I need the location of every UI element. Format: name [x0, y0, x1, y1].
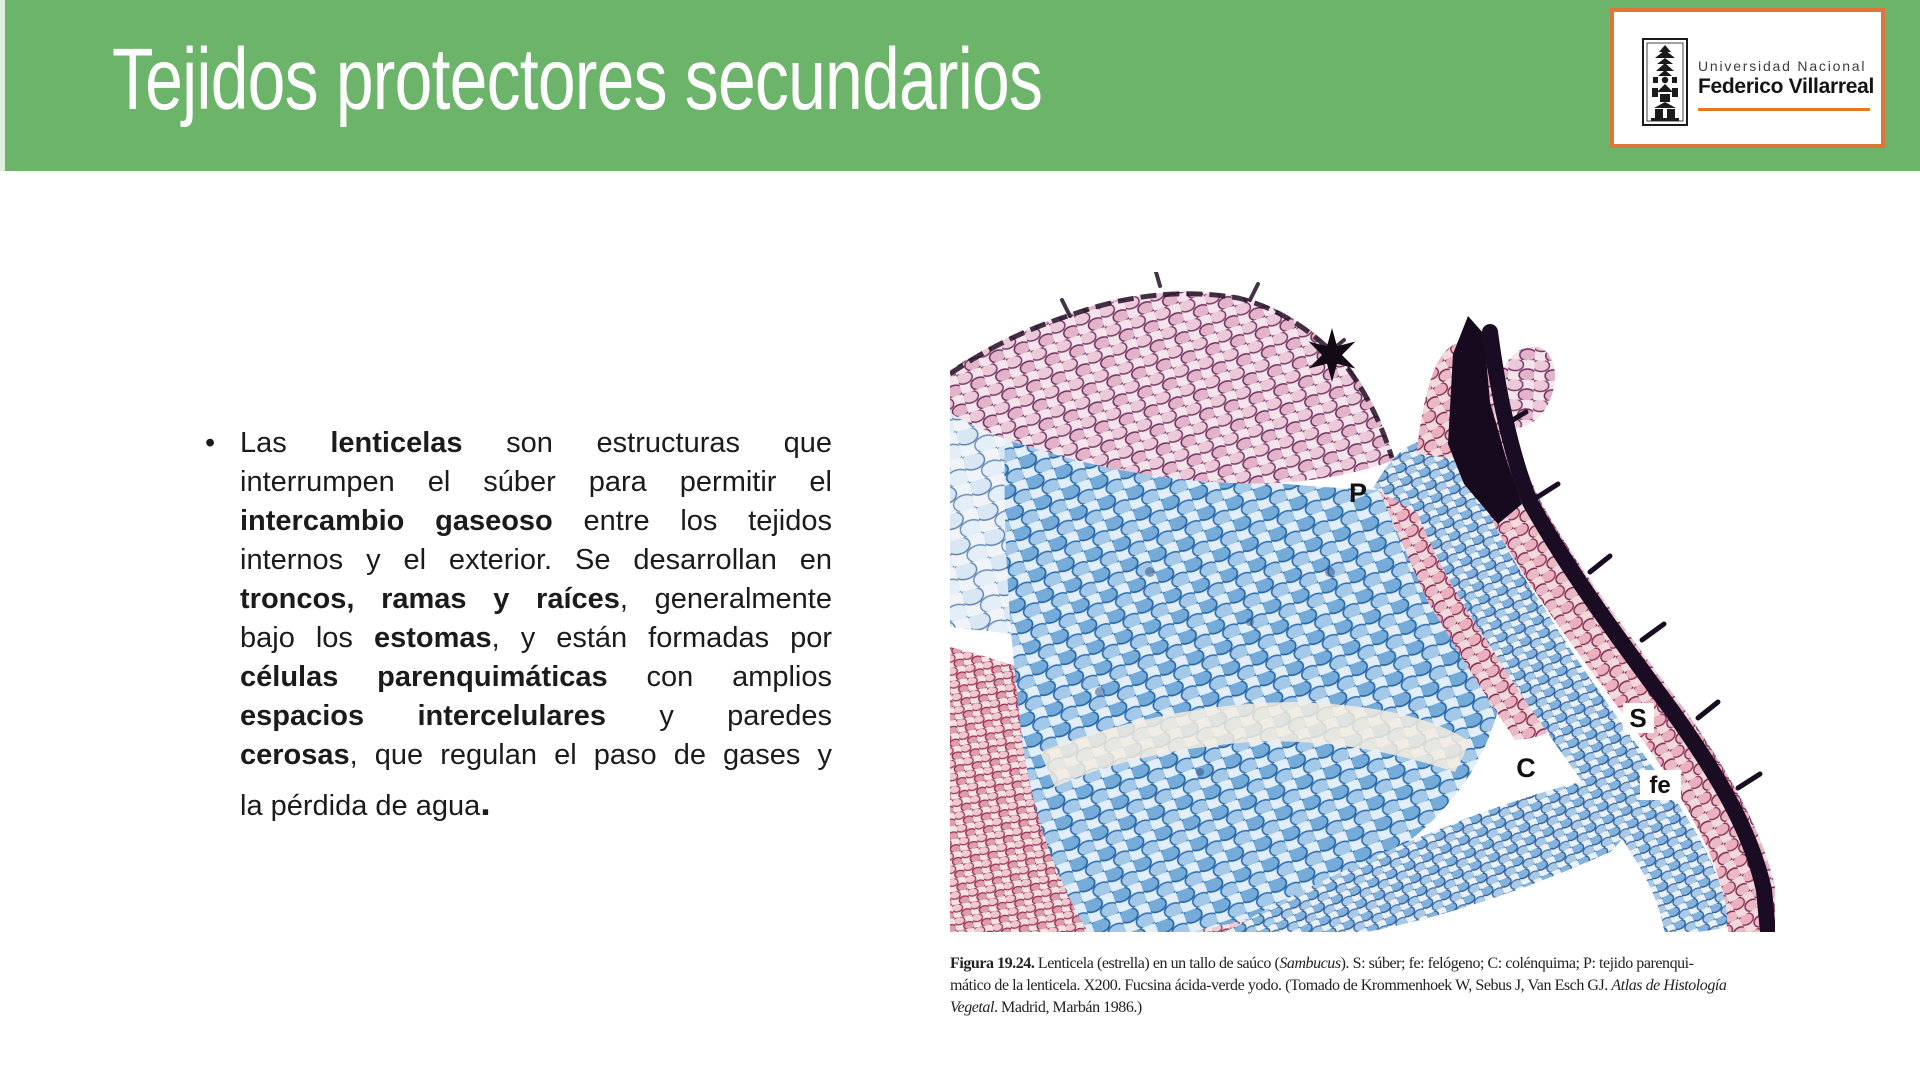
text-run: Atlas de Histología	[1611, 977, 1727, 994]
text-line	[240, 619, 832, 658]
text-run: interrumpen el súber para permitir el	[240, 466, 832, 498]
text-run: Lenticela (estrella) en un tallo de saúco (	[1034, 955, 1280, 972]
text-run: son estructuras que	[462, 427, 832, 459]
svg-text:S: S	[1629, 703, 1647, 733]
micrograph-image	[950, 272, 1775, 932]
text-run: Las	[240, 427, 331, 459]
text-run: la pérdida de agua	[240, 790, 481, 822]
text-run: Sambucus	[1279, 955, 1341, 972]
text-run: . Madrid, Marbán 1986.)	[993, 999, 1142, 1016]
bullet-marker: •	[205, 427, 216, 459]
text-run: cerosas	[240, 739, 350, 771]
text-run: .	[480, 781, 491, 823]
university-logo	[1610, 8, 1885, 148]
text-run: Vegetal	[950, 999, 994, 1016]
label-p: P	[1348, 478, 1368, 508]
text-line	[950, 953, 1780, 975]
text-run: , que regulan el paso de gases y	[349, 739, 832, 771]
label-fe	[1640, 770, 1681, 800]
text-line	[240, 781, 832, 826]
text-line	[950, 975, 1780, 997]
logo-org-line2: Federico Villarreal	[1698, 75, 1875, 98]
text-run: lenticelas	[330, 427, 463, 459]
text-run: espacios intercelulares	[240, 700, 607, 732]
header-left-edge	[0, 0, 5, 171]
text-line	[240, 697, 832, 736]
text-run: bajo los	[240, 622, 374, 654]
logo-underline	[1698, 108, 1870, 111]
text-run: con amplios	[607, 661, 832, 693]
text-run: intercambio gaseoso	[240, 505, 553, 537]
text-run: ). S: súber; fe: felógeno; C: colénquima; P: tejido parenqui-	[1340, 955, 1694, 972]
text-run: entre los tejidos	[552, 505, 832, 537]
text-line	[950, 997, 1780, 1019]
text-run: troncos, ramas y raíces	[240, 583, 620, 615]
text-run: células parenquimáticas	[240, 661, 608, 693]
text-run: Figura 19.24.	[950, 955, 1035, 972]
figure-caption	[950, 953, 1780, 1019]
text-line	[240, 658, 832, 697]
label-c: C	[1516, 753, 1536, 783]
text-run: , y están formadas por	[491, 622, 832, 654]
logo-org-line1: Universidad Nacional	[1698, 58, 1867, 74]
text-run: , generalmente	[619, 583, 832, 615]
text-run: internos y el exterior. Se desarrollan en	[240, 544, 832, 576]
body-text	[240, 424, 832, 826]
label-s	[1623, 703, 1654, 733]
text-line	[240, 502, 832, 541]
university-emblem-icon	[1642, 38, 1688, 126]
text-line	[240, 463, 832, 502]
text-run: estomas	[373, 622, 492, 654]
text-run: y paredes	[606, 700, 832, 732]
text-line	[240, 541, 832, 580]
svg-text:fe: fe	[1649, 772, 1671, 799]
text-line	[240, 736, 832, 775]
text-line	[240, 580, 832, 619]
text-line	[240, 424, 832, 463]
text-run: mático de la lenticela. X200. Fucsina ácida-verde yodo. (Tomado de Krommenhoek W, Sebus J, Van Esch GJ.	[950, 977, 1612, 994]
page-title: Tejidos protectores secundarios	[112, 31, 1043, 128]
